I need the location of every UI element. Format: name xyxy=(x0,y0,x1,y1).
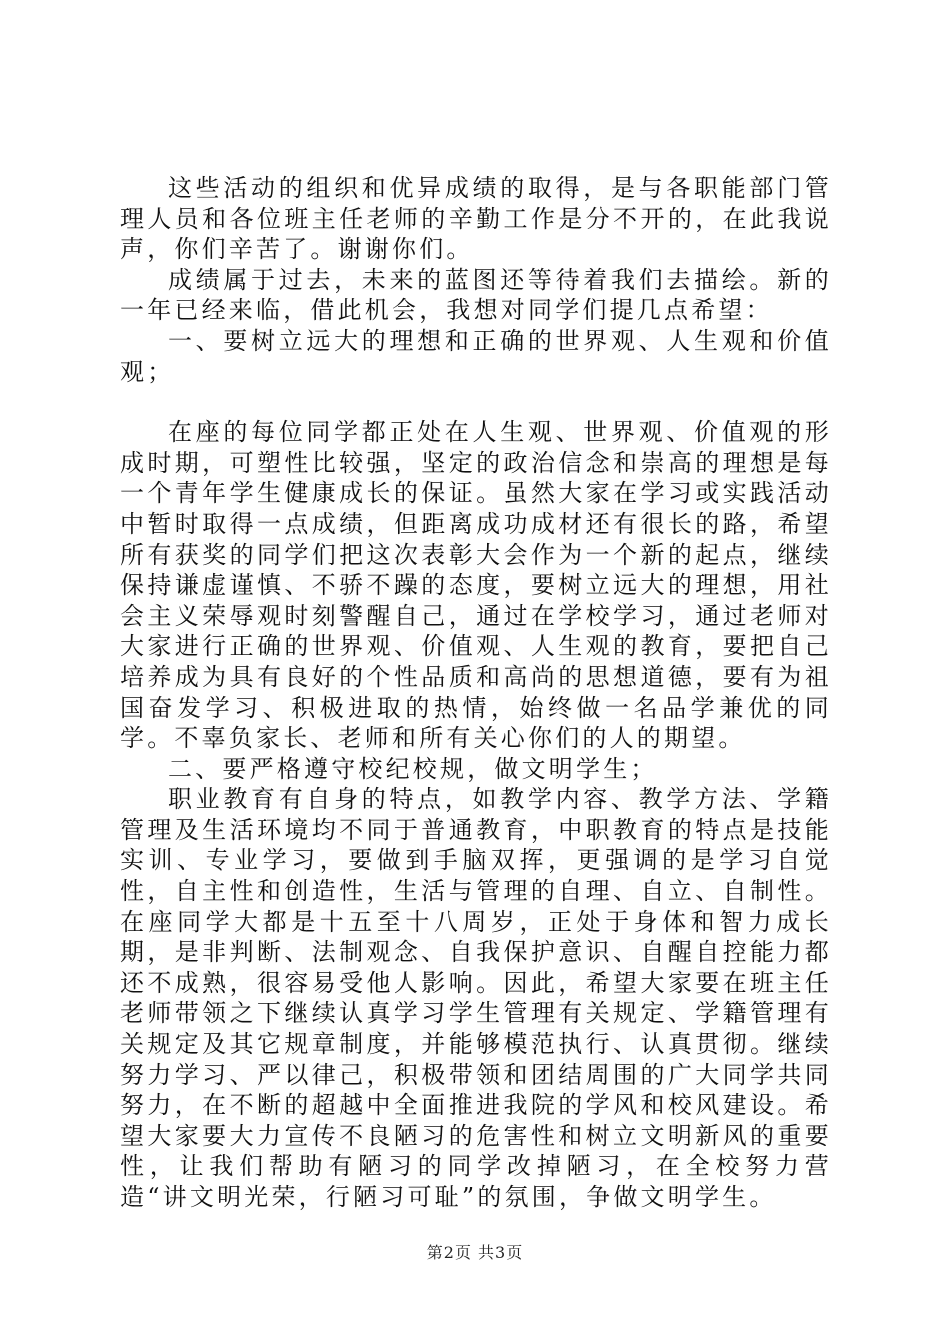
heading-point-two: 二、要严格遵守校纪校规，做文明学生； xyxy=(168,754,658,783)
paragraph-new-year-hopes: 成绩属于过去，未来的蓝图还等待着我们去描绘。新的一年已经来临，借此机会，我想对同学们提几点希望： xyxy=(120,265,832,325)
paragraph-acknowledgement: 这些活动的组织和优异成绩的取得，是与各职能部门管理人员和各位班主任老师的辛勤工作是分不开的，在此我说声，你们辛苦了。谢谢你们。 xyxy=(120,174,832,264)
paragraph-spacer xyxy=(120,387,832,417)
document-body xyxy=(120,173,832,1213)
page-number-footer: 第2页 共3页 xyxy=(426,1243,524,1262)
paragraph-point-two-body: 职业教育有自身的特点，如教学内容、教学方法、学籍管理及生活环境均不同于普通教育，中职教育的特点是技能实训、专业学习，要做到手脑双挥，更强调的是学习自觉性，自主性和创造性，生活与管理的自理、自立、自制性。在座同学大都是十五至十八周岁，正处于身体和智力成长期，是非判断、法制观念、自我保护意识、自醒自控能力都还不成熟，很容易受他人影响。因此，希望大家要在班主任老师带领之下继续认真学习学生管理有关规定、学籍管理有关规定及其它规章制度，并能够模范执行、认真贯彻。继续努力学习、严以律己，积极带领和团结周围的广大同学共同努力，在不断的超越中全面推进我院的学风和校风建设。希望大家要大力宣传不良陋习的危害性和树立文明新风的重要性，让我们帮助有陋习的同学改掉陋习，在全校努力营造“讲文明光荣，行陋习可耻”的氛围，争做文明学生。 xyxy=(120,785,832,1211)
heading-point-one: 一、要树立远大的理想和正确的世界观、人生观和价值观； xyxy=(120,326,832,386)
paragraph-point-one-body: 在座的每位同学都正处在人生观、世界观、价值观的形成时期，可塑性比较强，坚定的政治信念和崇高的理想是每一个青年学生健康成长的保证。虽然大家在学习或实践活动中暂时取得一点成绩，但距离成功成材还有很长的路，希望所有获奖的同学们把这次表彰大会作为一个新的起点，继续保持谦虚谨慎、不骄不躁的态度，要树立远大的理想，用社会主义荣辱观时刻警醒自己，通过在学校学习，通过老师对大家进行正确的世界观、价值观、人生观的教育，要把自己培养成为具有良好的个性品质和高尚的思想道德，要有为祖国奋发学习、积极进取的热情，始终做一名品学兼优的同学。不辜负家长、老师和所有关心你们的人的期望。 xyxy=(120,418,832,753)
